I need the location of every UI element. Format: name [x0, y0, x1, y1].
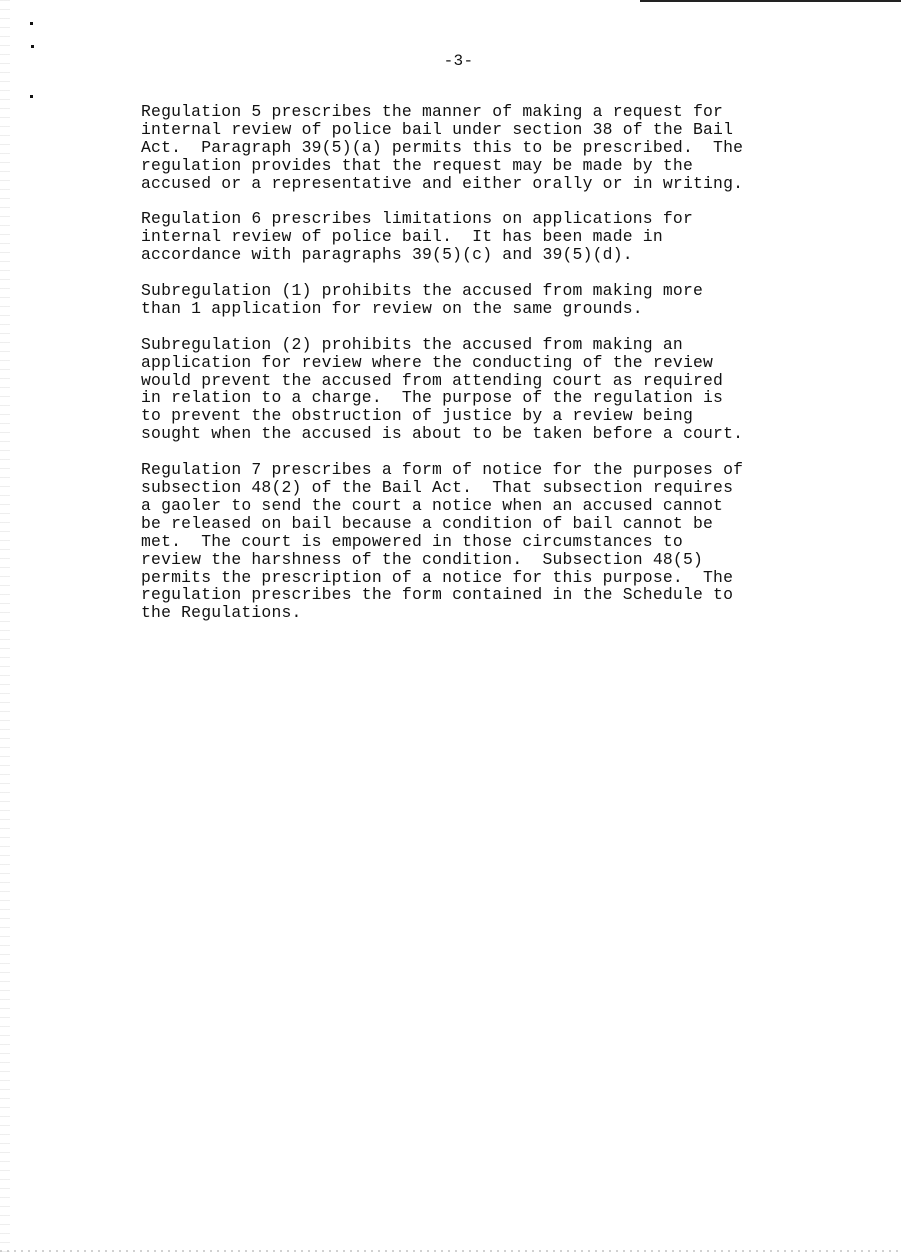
text-line: subsection 48(2) of the Bail Act. That subsection requires — [141, 477, 734, 497]
scan-top-rule — [640, 0, 901, 2]
paragraph-regulation-7 — [141, 461, 821, 622]
scan-mark — [30, 22, 33, 25]
text-line: internal review of police bail under section 38 of the Bail — [141, 119, 734, 139]
text-line: would prevent the accused from attending court as required — [141, 370, 724, 390]
text-line: to prevent the obstruction of justice by a review being — [141, 406, 693, 426]
document-body — [141, 103, 821, 640]
text-line: regulation provides that the request may be made by the — [141, 155, 693, 175]
text-line: the Regulations. — [141, 603, 302, 623]
text-line: regulation prescribes the form contained in the Schedule to — [141, 585, 734, 605]
text-line: Subregulation (2) prohibits the accused from making an — [141, 334, 683, 354]
text-line: sought when the accused is about to be taken before a court. — [141, 424, 744, 444]
paragraph-regulation-5 — [141, 103, 821, 193]
text-line: permits the prescription of a notice for this purpose. The — [141, 567, 734, 587]
page-number: -3- — [443, 52, 474, 70]
text-line: review the harshness of the condition. Subsection 48(5) — [141, 549, 704, 569]
text-line: accused or a representative and either orally or in writing. — [141, 173, 744, 193]
text-line: a gaoler to send the court a notice when an accused cannot — [141, 495, 724, 515]
text-line: Regulation 6 prescribes limitations on applications for — [141, 209, 693, 229]
paragraph-regulation-6 — [141, 210, 821, 264]
scan-mark — [30, 95, 33, 98]
text-line: accordance with paragraphs 39(5)(c) and 39(5)(d). — [141, 245, 633, 265]
scan-mark — [31, 45, 34, 48]
text-line: internal review of police bail. It has been made in — [141, 227, 663, 247]
text-line: met. The court is empowered in those circumstances to — [141, 531, 683, 551]
paragraph-subregulation-1 — [141, 282, 821, 318]
scan-left-speckle — [0, 0, 10, 1260]
text-line: Regulation 5 prescribes the manner of making a request for — [141, 102, 724, 121]
text-line: in relation to a charge. The purpose of the regulation is — [141, 388, 724, 408]
text-line: than 1 application for review on the same grounds. — [141, 298, 643, 318]
text-line: Regulation 7 prescribes a form of notice for the purposes of — [141, 460, 744, 480]
paragraph-subregulation-2 — [141, 336, 821, 443]
text-line: Subregulation (1) prohibits the accused from making more — [141, 281, 704, 301]
text-line: application for review where the conducting of the review — [141, 352, 714, 372]
text-line: be released on bail because a condition of bail cannot be — [141, 513, 714, 533]
text-line: Act. Paragraph 39(5)(a) permits this to be prescribed. The — [141, 137, 744, 157]
scan-bottom-speckle — [0, 1250, 901, 1252]
